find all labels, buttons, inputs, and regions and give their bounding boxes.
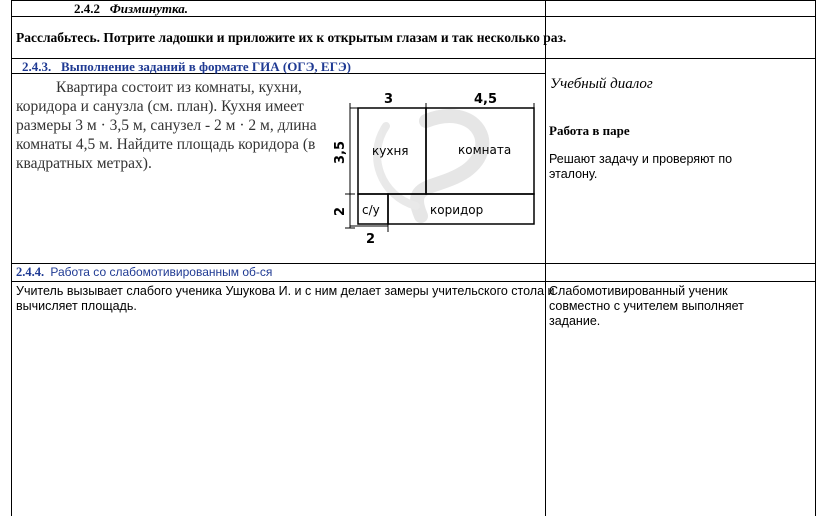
teacher-text-line: вычисляет площадь. [16,299,137,313]
floor-plan [326,86,541,246]
dim-label-top-left: 3 [384,92,394,107]
room-label-bathroom: с/у [362,203,380,217]
dim-label-left-upper: 3,5 [333,140,348,164]
col-line-middle [545,0,546,516]
dim-label-top-right: 4,5 [474,92,498,107]
watermark-swirl [377,116,482,216]
pair-desc-line: эталону. [549,167,598,181]
pair-work-description [549,152,732,182]
row-line-5 [11,281,816,282]
student-text-line: совместно с учителем выполняет [549,299,744,313]
dim-label-bottom: 2 [366,232,376,246]
section-title: Физминутка. [109,1,189,16]
problem-line: размеры 3 м · 3,5 м, санузел - 2 м · 2 м, длина [16,117,317,134]
pair-work-label: Работа в паре [549,123,630,138]
student-text-line: Слабомотивированный ученик [549,284,728,298]
student-text-line: задание. [549,314,601,328]
student-action-text [549,284,744,329]
section-2-4-4-heading [16,265,272,280]
problem-line: комнаты 4,5 м. Найдите площадь коридора (в [16,136,316,153]
problem-line: квадратных метрах). [16,155,152,172]
section-number: 2.4.4. [16,265,45,279]
col-line-left [11,0,12,516]
problem-line: Квартира состоит из комнаты, кухни, [56,79,302,96]
room-label-corridor: коридор [430,203,484,217]
section-2-4-3-heading [22,59,351,75]
dialog-title: Учебный диалог [550,76,653,92]
row-line-4 [11,263,816,264]
relax-instruction: Расслабьтесь. Потрите ладошки и приложите их к открытым глазам и так несколько раз. [16,30,567,45]
section-title: Работа со слабомотивированным об-ся [50,265,273,279]
teacher-action-text [16,284,555,314]
section-2-4-2-heading [74,1,188,17]
section-number: 2.4.2 [74,1,100,16]
pair-desc-line: Решают задачу и проверяют по [549,152,733,166]
section-title: Выполнение заданий в формате ГИА (ОГЭ, ЕГЭ) [61,59,351,74]
problem-line: коридора и санузла (см. план). Кухня имеет [16,98,304,115]
room-label-living: комната [458,143,512,157]
room-label-kitchen: кухня [372,144,409,158]
dim-label-left-lower: 2 [333,206,348,216]
problem-text [16,78,324,173]
section-number: 2.4.3. [22,59,52,74]
teacher-text-line: Учитель вызывает слабого ученика Ушукова И. и с ним делает замеры учительского стола и [16,284,555,298]
